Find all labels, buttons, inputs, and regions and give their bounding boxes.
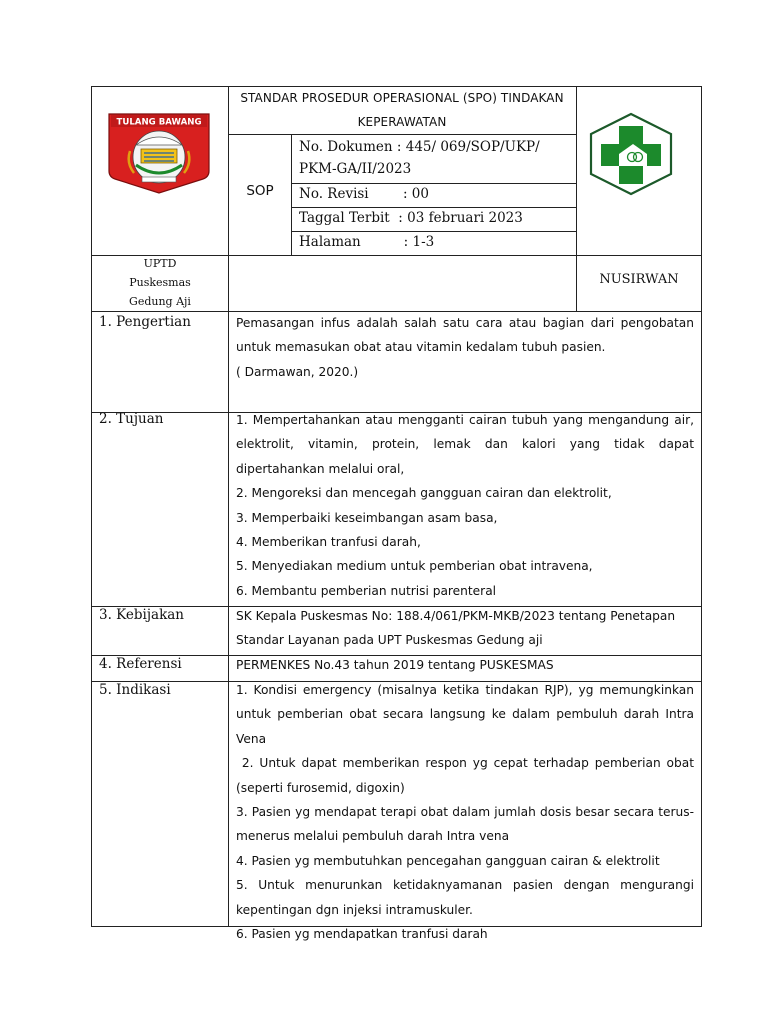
content-line: 5. Untuk menurunkan ketidaknyamanan pasien dengan mengurangi kepentingan dgn injeksi intramuskuler. [236, 878, 694, 917]
section-content-pengertian [236, 311, 694, 384]
section-label-indikasi: 5. Indikasi [99, 682, 171, 698]
section-content-kebijakan [236, 604, 676, 653]
no-dokumen-line-2: PKM-GA/II/2023 [299, 161, 412, 177]
unit-line-2: Puskesmas [129, 276, 191, 289]
signatory-name: NUSIRWAN [599, 272, 679, 287]
content-line: 3. Memperbaiki keseimbangan asam basa, [236, 510, 498, 525]
unit-name [92, 254, 228, 311]
logo-text: TULANG BAWANG [116, 117, 202, 128]
content-line: SK Kepala Puskesmas No: 188.4/061/PKM-MKB/2023 tentang Penetapan Standar Layanan pada UPT Puskesmas Gedung aji [236, 609, 676, 648]
section-label-tujuan: 2. Tujuan [99, 411, 164, 427]
content-line: 5. Menyediakan medium untuk pemberian obat intravena, [236, 559, 593, 574]
title-line-2: KEPERAWATAN [357, 115, 447, 129]
section-label-kebijakan: 3. Kebijakan [99, 607, 185, 623]
section-label-pengertian: 1. Pengertian [99, 314, 191, 330]
no-dokumen [299, 136, 540, 180]
puskesmas-cross-icon [587, 112, 675, 196]
unit-line-1: UPTD [143, 257, 177, 270]
tulang-bawang-logo [106, 111, 212, 195]
section-content-referensi [236, 653, 694, 677]
content-line: 1. Kondisi emergency (misalnya ketika tindakan RJP), yg memungkinkan untuk pemberian obat secara langsung ke dalam pembuluh darah Intra Vena [236, 683, 694, 746]
no-dokumen-line-1: No. Dokumen : 445/ 069/SOP/UKP/ [299, 139, 540, 155]
content-line: 4. Pasien yg membutuhkan pencegahan gangguan cairan & elektrolit [236, 853, 660, 868]
document-title [228, 86, 576, 134]
halaman: Halaman : 1-3 [299, 234, 435, 250]
puskesmas-logo [587, 112, 675, 196]
no-revisi: No. Revisi : 00 [299, 186, 429, 202]
section-content-tujuan [236, 408, 694, 603]
content-line: 1. Mempertahankan atau mengganti cairan tubuh yang mengandung air, elektrolit, vitamin, protein, lemak dan kalori yang tidak dapat dipertahankan melalui oral, [236, 413, 694, 476]
unit-line-3: Gedung Aji [129, 295, 191, 308]
content-line: 6. Membantu pemberian nutrisi parenteral [236, 583, 497, 598]
tanggal-terbit: Taggal Terbit : 03 februari 2023 [299, 210, 523, 226]
content-line: 2. Mengoreksi dan mencegah gangguan cairan dan elektrolit, [236, 486, 612, 501]
content-line: 3. Pasien yg mendapat terapi obat dalam jumlah dosis besar secara terus-menerus melalui pembuluh darah Intra vena [236, 805, 694, 844]
sop-label: SOP [246, 183, 274, 199]
content-line: 4. Memberikan tranfusi darah, [236, 535, 421, 550]
section-content-indikasi [236, 678, 698, 946]
content-line: PERMENKES No.43 tahun 2019 tentang PUSKESMAS [236, 658, 554, 672]
content-line: 6. Pasien yg mendapatkan tranfusi darah [236, 927, 488, 942]
content-line: ( Darmawan, 2020.) [236, 364, 359, 379]
section-label-referensi: 4. Referensi [99, 656, 182, 672]
emblem-icon [106, 111, 212, 195]
content-line: 2. Untuk dapat memberikan respon yg cepat terhadap pemberian obat (seperti furosemid, digoxin) [236, 756, 698, 795]
title-line-1: STANDAR PROSEDUR OPERASIONAL (SPO) TINDAKAN [240, 91, 564, 105]
content-line: Pemasangan infus adalah salah satu cara atau bagian dari pengobatan untuk memasukan obat atau vitamin kedalam tubuh pasien. [236, 316, 694, 355]
